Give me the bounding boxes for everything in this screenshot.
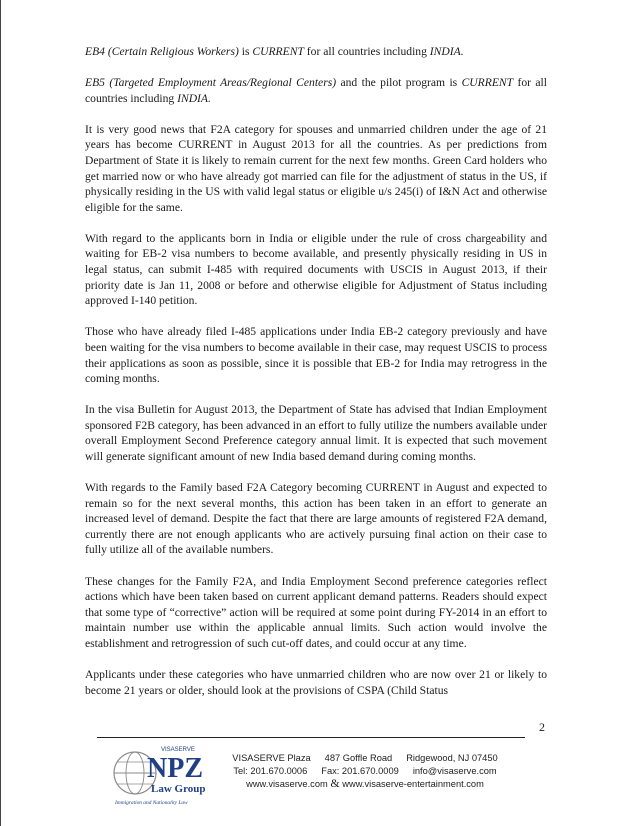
eb4-country: INDIA.	[429, 45, 464, 58]
eb5-country: INDIA.	[177, 91, 211, 105]
footer-contact	[215, 752, 515, 791]
paragraph-i485-filed: Those who have already filed I-485 applications under India EB-2 category previously and have been waiting for the visa numbers to become available in their case, may request USCIS to process their applications as soon as possible, since it is possible that EB-2 for India may retrogress in the coming months.	[85, 325, 547, 386]
footer-address-line	[215, 752, 515, 765]
paragraph-f2a-demand: With regards to the Family based F2A Category becoming CURRENT in August and expected to remain so for the next several months, this action has been taken in an effort to generate an increased level of demand. Despite the fact that there are large amounts of registered F2A demand, currently there are not enough applicants who are actively pursuing final action on their case to fully utilize all of the available numbers.	[85, 481, 547, 557]
logo-subtitle-text: Law Group	[151, 783, 206, 795]
eb4-status: CURRENT	[252, 45, 304, 58]
paragraph-eb5	[85, 75, 547, 106]
paragraph-f2a-current: It is very good news that F2A category for spouses and unmarried children under the age of 21 years has become CURRENT in August 2013 for all the countries. As per predictions from Department of State it is likely to remain current for the next few months. Green Card holders who get married now or who have already got married can file for the adjustment of status in the US, if physically residing in the US with valid legal status or eligible u/s 245(i) of I&N Act and otherwise eligible for the same.	[85, 122, 547, 214]
page-number: 2	[539, 720, 545, 734]
paragraph-visa-bulletin: In the visa Bulletin for August 2013, the Department of State has advised that Indian Employment sponsored F2B category, has been advanced in an effort to fully utilize the numbers available under overall Employment Second Preference category annual limit. It is expected that such movement will generate significant amount of new India based demand during coming months.	[85, 403, 547, 463]
footer-fax: Fax: 201.670.0009	[321, 765, 399, 776]
footer-ampersand: &	[330, 776, 340, 790]
footer-plaza: VISASERVE Plaza	[232, 753, 311, 763]
footer-divider	[97, 737, 525, 738]
eb5-text: and the pilot program is	[336, 76, 462, 90]
eb5-category: EB5 (Targeted Employment Areas/Regional Centers)	[85, 76, 337, 90]
logo-visaserve-text: VISASERVE	[161, 747, 195, 753]
eb5-status: CURRENT	[461, 76, 514, 90]
footer-phone-line	[215, 765, 515, 778]
paragraph-cspa: Applicants under these categories who have unmarried children who are now over 21 or likely to become 21 years or older, should look at the provisions of CSPA (Child Status	[85, 668, 547, 697]
eb4-text-end: for all countries including	[303, 45, 430, 58]
footer-tel: Tel: 201.670.0006	[233, 765, 308, 776]
footer-web-line	[215, 777, 515, 791]
paragraph-eb2-india: With regard to the applicants born in India or eligible under the rule of cross chargeability and waiting for EB-2 visa numbers to become available, and presently physically residing in US in legal status, can submit I-485 with required documents with USCIS in August 2013, if their priority date is Jan 11, 2008 or before and otherwise eligible for Adjustment of Status including approved I-140 petition.	[85, 231, 547, 308]
logo-brand-text: NPZ	[147, 753, 203, 784]
eb5-text-end: for all countries including	[85, 76, 547, 105]
paragraph-corrective-action: These changes for the Family F2A, and India Employment Second preference categories reflect actions which have been taken based on current applicant demand patterns. Readers should expect that some type of “corrective” action will be required at some point during FY-2014 in an effort to maintain number use within the applicable annual limits. Such action would involve the establishment and retrogression of such cut-off dates, and could occur at any time.	[85, 574, 547, 650]
eb4-category: EB4 (Certain Religious Workers)	[85, 45, 239, 58]
footer-city: Ridgewood, NJ 07450	[406, 753, 498, 763]
footer-website-1[interactable]: www.visaserve.com	[246, 779, 328, 789]
logo-tagline-text: Immigration and Nationality Law	[115, 800, 188, 806]
footer-email[interactable]: info@visaserve.com	[412, 765, 497, 776]
footer-street: 487 Goffle Road	[324, 753, 393, 763]
eb4-text: is	[238, 45, 253, 58]
footer-website-2[interactable]: www.visaserve-entertainment.com	[342, 779, 484, 789]
paragraph-eb4	[85, 44, 547, 60]
npz-law-group-logo	[111, 741, 215, 811]
page-body	[85, 44, 547, 714]
